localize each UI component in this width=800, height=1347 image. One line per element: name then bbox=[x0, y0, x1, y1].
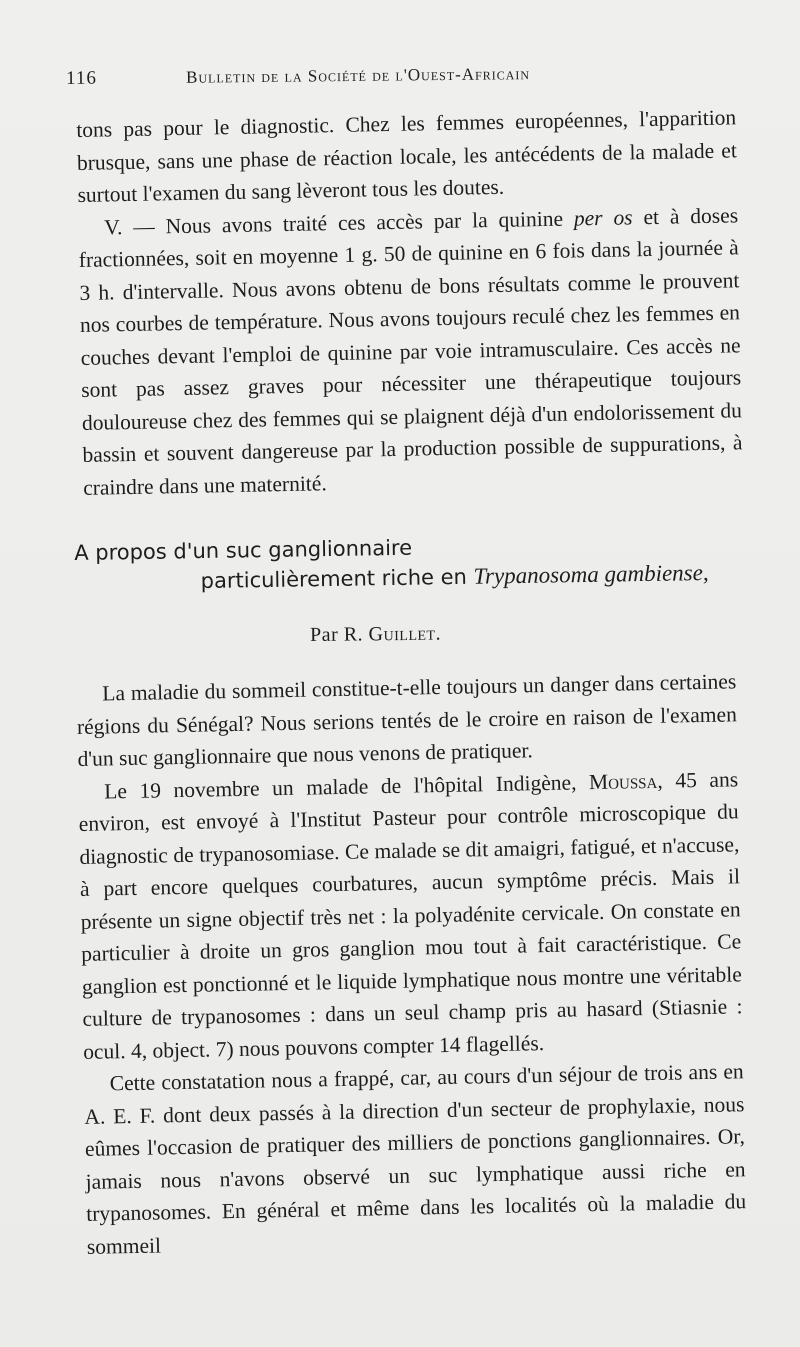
page-number: 116 bbox=[66, 67, 98, 89]
body-paragraph-2-end: , 45 ans environ, est envoyé à l'Institut Pasteur pour contrôle microscopique du diagnostic de trypanosomiase. Ce malade se dit amaigri, fatigué, et n'accuse, à part encore quelques courbatures, aucun symptôme précis. Mais il présente un signe objectif très net : la polyadénite cervicale. On constate en particulier à droite un gros ganglion mou tout à fait caractéristique. Ce ganglion est ponctionné et le liquide lymphatique nous montre une véritable culture de trypanosomes : dans un seul champ pris au hasard (Stiasnie : ocul. 4, object. 7) nous pouvons compter 14 flagellés. bbox=[78, 766, 743, 1064]
continuation-paragraph: tons pas pour le diagnostic. Chez les femmes européennes, l'apparition brusque, sans une phase de réaction locale, les antécédents de la malade et surtout l'examen du sang lèveront tous les doutes. bbox=[76, 105, 738, 207]
previous-article-continuation bbox=[76, 101, 743, 504]
author-name: Guillet. bbox=[368, 622, 442, 646]
author-byline bbox=[310, 623, 441, 647]
section-v-text-end: et à doses fractionnées, soit en moyenne 1 g. 50 de quinine en 6 fois dans la journée à 3 h. d'intervalle. Nous avons obtenu de bons résultats comme le prouvent nos courbes de température. Nous avons toujours reculé chez les femmes en couches devant l'emploi de quinine par voie intramusculaire. Ces accès ne sont pas assez graves pour nécessiter une thérapeutique toujours douloureuse chez des femmes qui se plaignent déjà d'un endolorissement du bassin et souvent dangereuse par la production possible de suppurations, à craindre dans une maternité. bbox=[78, 202, 743, 500]
article-title bbox=[74, 528, 735, 598]
article-title-line-2-text: particulièrement riche en bbox=[200, 564, 474, 594]
species-name-italic: Trypanosoma gambiense, bbox=[473, 560, 709, 589]
section-v-text-start: V. — Nous avons traité ces accès par la quinine bbox=[103, 205, 575, 239]
per-os-italic: per os bbox=[573, 204, 633, 230]
body-paragraph-2 bbox=[78, 763, 743, 1068]
body-paragraph-2-start: Le 19 novembre un malade de l'hôpital Indigène, bbox=[103, 769, 590, 803]
running-title: Bulletin de la Société de l'Ouest-Africain bbox=[186, 64, 531, 87]
article-title-line-1: A propos d'un suc ganglionnaire bbox=[74, 535, 413, 565]
patient-name: Moussa bbox=[588, 768, 658, 794]
section-v-paragraph bbox=[78, 199, 743, 504]
body-paragraph-1: La maladie du sommeil constitue-t-elle toujours un danger dans certaines régions du Sénégal? Nous serions tentés de le croire en raison de l'examen d'un suc ganglionnaire que nous venons de pratiquer. bbox=[76, 669, 738, 771]
body-paragraph-3: Cette constatation nous a frappé, car, au cours d'un séjour de trois ans en A. E. F. dont deux passés à la direction d'un secteur de prophylaxie, nous eûmes l'occasion de pratiquer des milliers de ponctions ganglionnaires. Or, jamais nous n'avons observé un suc lymphatique aussi riche en trypanosomes. En général et même dans les localités où la maladie du sommeil bbox=[84, 1059, 747, 1259]
byline-prefix: Par R. bbox=[310, 623, 369, 646]
running-header bbox=[66, 61, 746, 90]
article-body bbox=[76, 665, 747, 1263]
